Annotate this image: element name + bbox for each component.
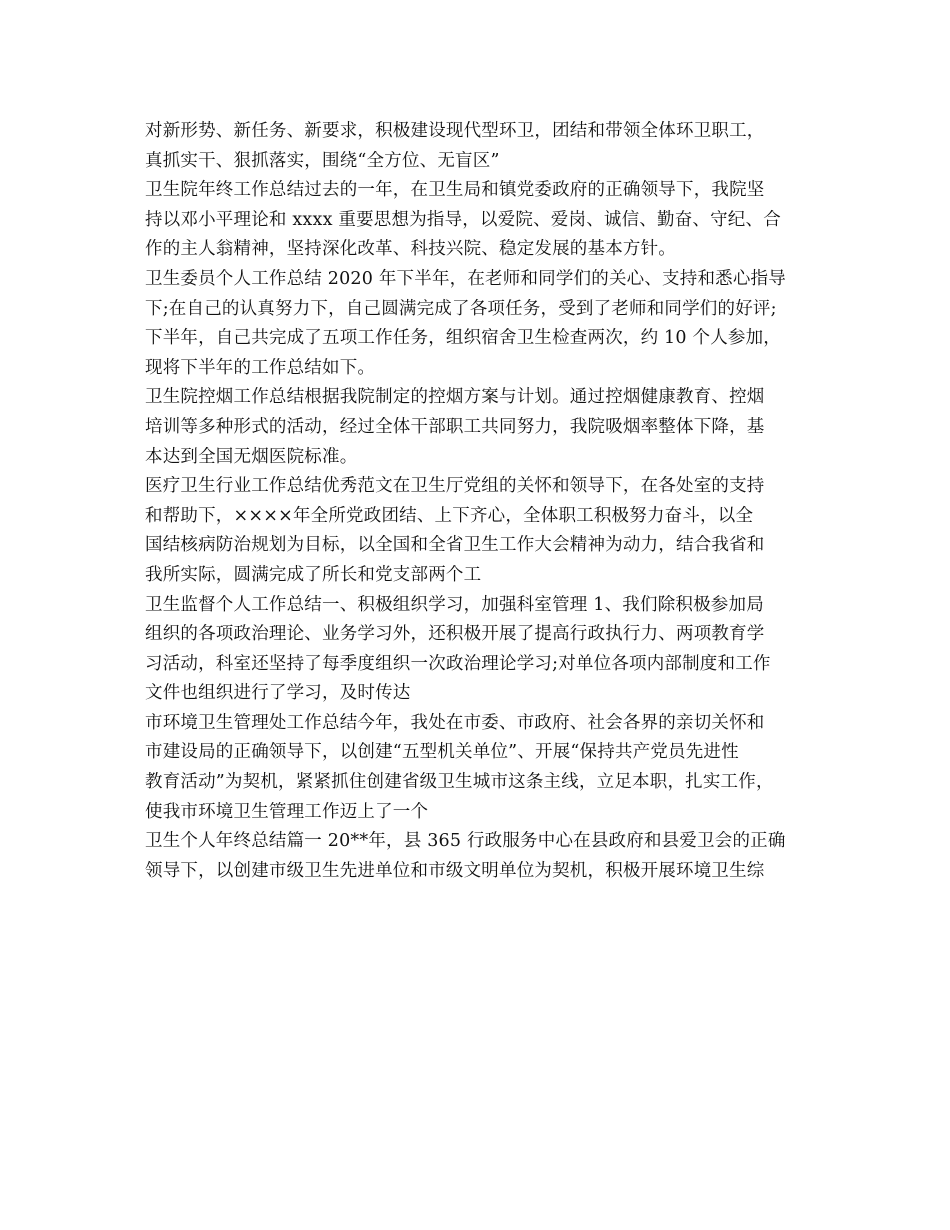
text-line: 我所实际，圆满完成了所长和党支部两个工	[145, 564, 482, 585]
document-body	[145, 117, 815, 886]
text-line: 培训等多种形式的活动，经过全体干部职工共同努力，我院吸烟率整体下降，基	[145, 416, 765, 437]
text-line: 卫生院年终工作总结过去的一年，在卫生局和镇党委政府的正确领导下，我院坚	[145, 180, 765, 201]
text-line: 文件也组织进行了学习，及时传达	[145, 683, 411, 704]
text-line: 卫生院控烟工作总结根据我院制定的控烟方案与计划。通过控烟健康教育、控烟	[145, 387, 765, 408]
text-line: 本达到全国无烟医院标准。	[145, 446, 358, 467]
text-line: 作的主人翁精神，坚持深化改革、科技兴院、稳定发展的基本方针。	[145, 239, 676, 260]
text-line: 持以邓小平理论和 xxxx 重要思想为指导，以爱院、爱岗、诚信、勤奋、守纪、合	[145, 209, 781, 230]
text-line: 卫生监督个人工作总结一、积极组织学习，加强科室管理 1、我们除积极参加局	[145, 594, 764, 615]
text-line: 组织的各项政治理论、业务学习外，还积极开展了提高行政执行力、两项教育学	[145, 624, 765, 645]
text-line: 教育活动”为契机，紧紧抓住创建省级卫生城市这条主线，立足本职，扎实工作，	[145, 772, 774, 793]
text-line: 国结核病防治规划为目标，以全国和全省卫生工作大会精神为动力，结合我省和	[145, 535, 765, 556]
text-line: 对新形势、新任务、新要求，积极建设现代型环卫，团结和带领全体环卫职工，	[145, 121, 765, 141]
text-line: 市建设局的正确领导下，以创建“五型机关单位”、开展“保持共产党员先进性	[145, 742, 739, 763]
text-line: 领导下，以创建市级卫生先进单位和市级文明单位为契机，积极开展环境卫生综	[145, 860, 765, 881]
text-line: 卫生委员个人工作总结 2020 年下半年，在老师和同学们的关心、支持和悉心指导	[145, 268, 786, 289]
text-line: 卫生个人年终总结篇一 20**年，县 365 行政服务中心在县政府和县爱卫会的正确	[145, 831, 786, 852]
text-line: 现将下半年的工作总结如下。	[145, 357, 376, 378]
text-line: 真抓实干、狠抓落实，围绕“全方位、无盲区”	[145, 150, 500, 171]
text-line: 市环境卫生管理处工作总结今年，我处在市委、市政府、社会各界的亲切关怀和	[145, 712, 765, 733]
text-line: 下半年，自己共完成了五项工作任务，组织宿舍卫生检查两次，约 10 个人参加，	[145, 328, 781, 349]
text-line: 和帮助下，××××年全所党政团结、上下齐心，全体职工积极努力奋斗，以全	[145, 505, 754, 526]
text-line: 医疗卫生行业工作总结优秀范文在卫生厅党组的关怀和领导下，在各处室的支持	[145, 476, 765, 497]
text-line: 使我市环境卫生管理工作迈上了一个	[145, 801, 429, 822]
text-line: 习活动，科室还坚持了每季度组织一次政治理论学习;对单位各项内部制度和工作	[145, 653, 771, 674]
text-line: 下;在自己的认真努力下，自己圆满完成了各项任务，受到了老师和同学们的好评;	[145, 298, 777, 319]
